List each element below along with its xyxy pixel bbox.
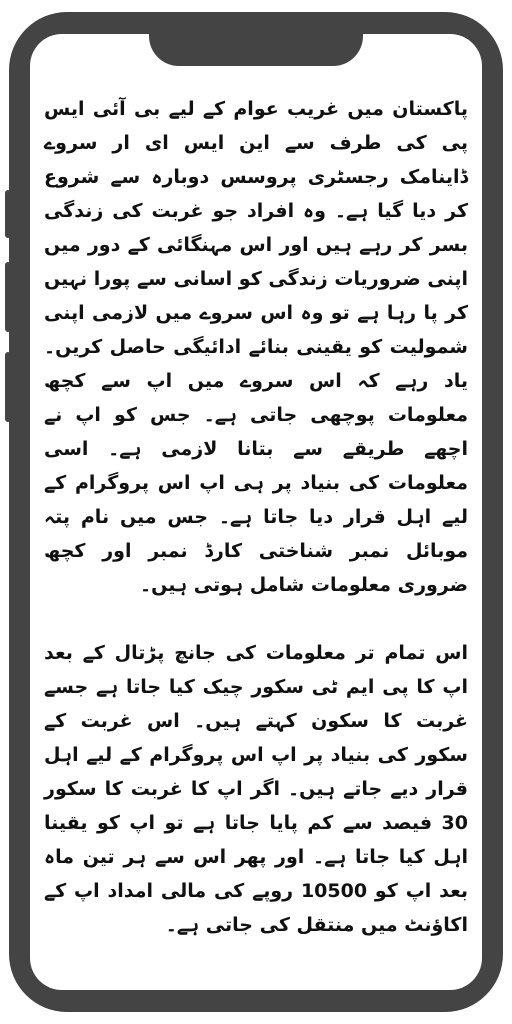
- phone-side-button-bottom: [5, 352, 11, 422]
- article-paragraph-2: اس تمام تر معلومات کی جانچ پڑتال کے بعد اپ کا پی ایم ٹی سکور چیک کیا جاتا ہے جسے غربت کا سکون کہتے ہیں۔ اس غربت کے سکور کی بنیاد پر اپ اس پروگرام کے لیے اہل قرار دیے جاتے ہیں۔ اگر اپ کا غربت کا سکور 30 فیصد سے کم پایا جاتا ہے تو اپ کو یقینا اہل کیا جاتا ہے۔ اور پھر اس سے ہر تین ماہ بعد اپ کو 10500 روپے کی مالی امداد اپ کے اکاؤنٹ میں منتقل کی جاتی ہے۔: [44, 642, 468, 936]
- article-body: [44, 92, 468, 942]
- article-paragraph-1: پاکستان میں غریب عوام کے لیے بی آئی ایس پی کی طرف سے این ایس ای ار سروے ڈاینامک رجسٹری پروسس دوبارہ سے شروع کر دیا گیا ہے۔ وہ افراد جو غربت کی زندگی بسر کر رہے ہیں اور اس مہنگائی کے دور میں اپنی ضروریات زندگی کو اسانی سے پورا نہیں کر پا رہا ہے تو وہ اس سروے میں لازمی اپنی شمولیت کو یقینی بنائے ادائیگی حاصل کریں۔ یاد رہے کہ اس سروے میں اپ سے کچھ معلومات پوچھی جاتی ہے۔ جس کو اپ نے اچھے طریقے سے بتانا لازمی ہے۔ اسی معلومات کی بنیاد پر ہی اپ اس پروگرام کے لیے اہل قرار دیا جاتا ہے۔ جس میں نام پتہ موبائل نمبر شناختی کارڈ نمبر اور کچھ ضروری معلومات شامل ہوتی ہیں۔: [44, 98, 468, 596]
- phone-side-button-top: [5, 190, 11, 238]
- phone-screen[interactable]: [30, 34, 482, 990]
- phone-notch: [149, 12, 363, 66]
- phone-side-button-middle: [5, 262, 11, 332]
